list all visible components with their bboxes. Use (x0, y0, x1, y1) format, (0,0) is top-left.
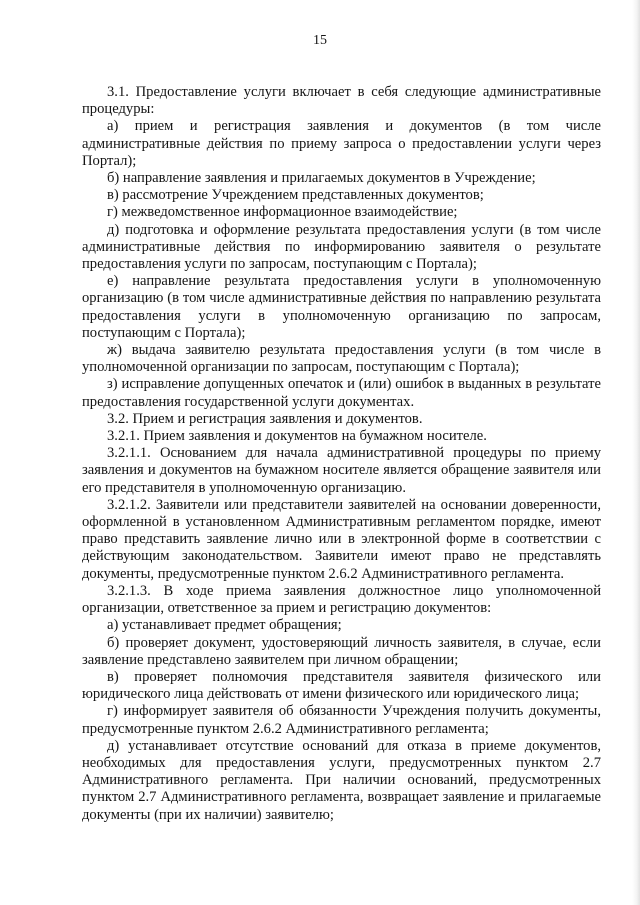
paragraph-3-2-1-2: 3.2.1.2. Заявители или представители заявителей на основании доверенности, оформленной в установленном Административным регламентом порядке, имеют право представить заявление лично или в электронной форме в соответствии с действующим законодательством. Заявители имеют право не представлять документы, предусмотренные пунктом 2.6.2 Административного регламента. (82, 496, 601, 582)
paragraph-3-1: 3.1. Предоставление услуги включает в себя следующие административные процедуры: (82, 84, 601, 118)
list-item-a: а) прием и регистрация заявления и документов (в том числе административные действия по приему запроса о предоставлении услуги через Портал); (82, 118, 601, 169)
section-heading-3-2: 3.2. Прием и регистрация заявления и документов. (107, 410, 423, 427)
list-item-zh: ж) выдача заявителю результата предоставления услуги (в том числе в уполномоченной организации по запросам, поступающим с Портала); (82, 342, 601, 376)
section-heading-3-2-1: 3.2.1. Прием заявления и документов на бумажном носителе. (107, 428, 487, 445)
paragraph-3-2-1-1: 3.2.1.1. Основанием для начала административной процедуры по приему заявления и документов на бумажном носителе является обращение заявителя или его представителя в уполномоченную организацию. (82, 445, 601, 496)
sub-item-d: д) устанавливает отсутствие оснований для отказа в приеме документов, необходимых для предоставления услуги, предусмотренных пунктом 2.7 Административного регламента. При наличии оснований, предусмотренных пунктом 2.7 Административного регламента, возвращает заявление и прилагаемые документы (при их наличии) заявителю; (82, 737, 601, 823)
sub-item-a: а) устанавливает предмет обращения; (107, 617, 342, 634)
sub-item-g: г) информирует заявителя об обязанности Учреждения получить документы, предусмотренные пунктом 2.6.2 Административного регламента; (82, 703, 601, 737)
list-item-g: г) межведомственное информационное взаимодействие; (107, 204, 458, 221)
list-item-z: з) исправление допущенных опечаток и (или) ошибок в выданных в результате предоставления государственной услуги документах. (82, 376, 601, 410)
document-body (82, 84, 601, 824)
list-item-b: б) направление заявления и прилагаемых документов в Учреждение; (107, 170, 536, 187)
sub-item-v: в) проверяет полномочия представителя заявителя физического или юридического лица действовать от имени физического или юридического лица; (82, 668, 601, 703)
sub-item-b: б) проверяет документ, удостоверяющий личность заявителя, в случае, если заявление представлено заявителем при личном обращении; (82, 634, 601, 668)
paragraph-3-2-1-3: 3.2.1.3. В ходе приема заявления должностное лицо уполномоченной организации, ответственное за прием и регистрацию документов: (82, 582, 601, 617)
list-item-e: е) направление результата предоставления услуги в уполномоченную организацию (в том числе административные действия по направлению результата предоставления услуги в уполномоченную организацию по запросам, поступающим с Портала); (82, 273, 601, 341)
page-number: 15 (313, 33, 327, 48)
list-item-d: д) подготовка и оформление результата предоставления услуги (в том числе административные действия по информированию заявителя о результате предоставления услуги по запросам, поступающим с Портала); (82, 221, 601, 273)
scan-page-edge (632, 0, 640, 905)
list-item-v: в) рассмотрение Учреждением представленных документов; (107, 187, 484, 204)
